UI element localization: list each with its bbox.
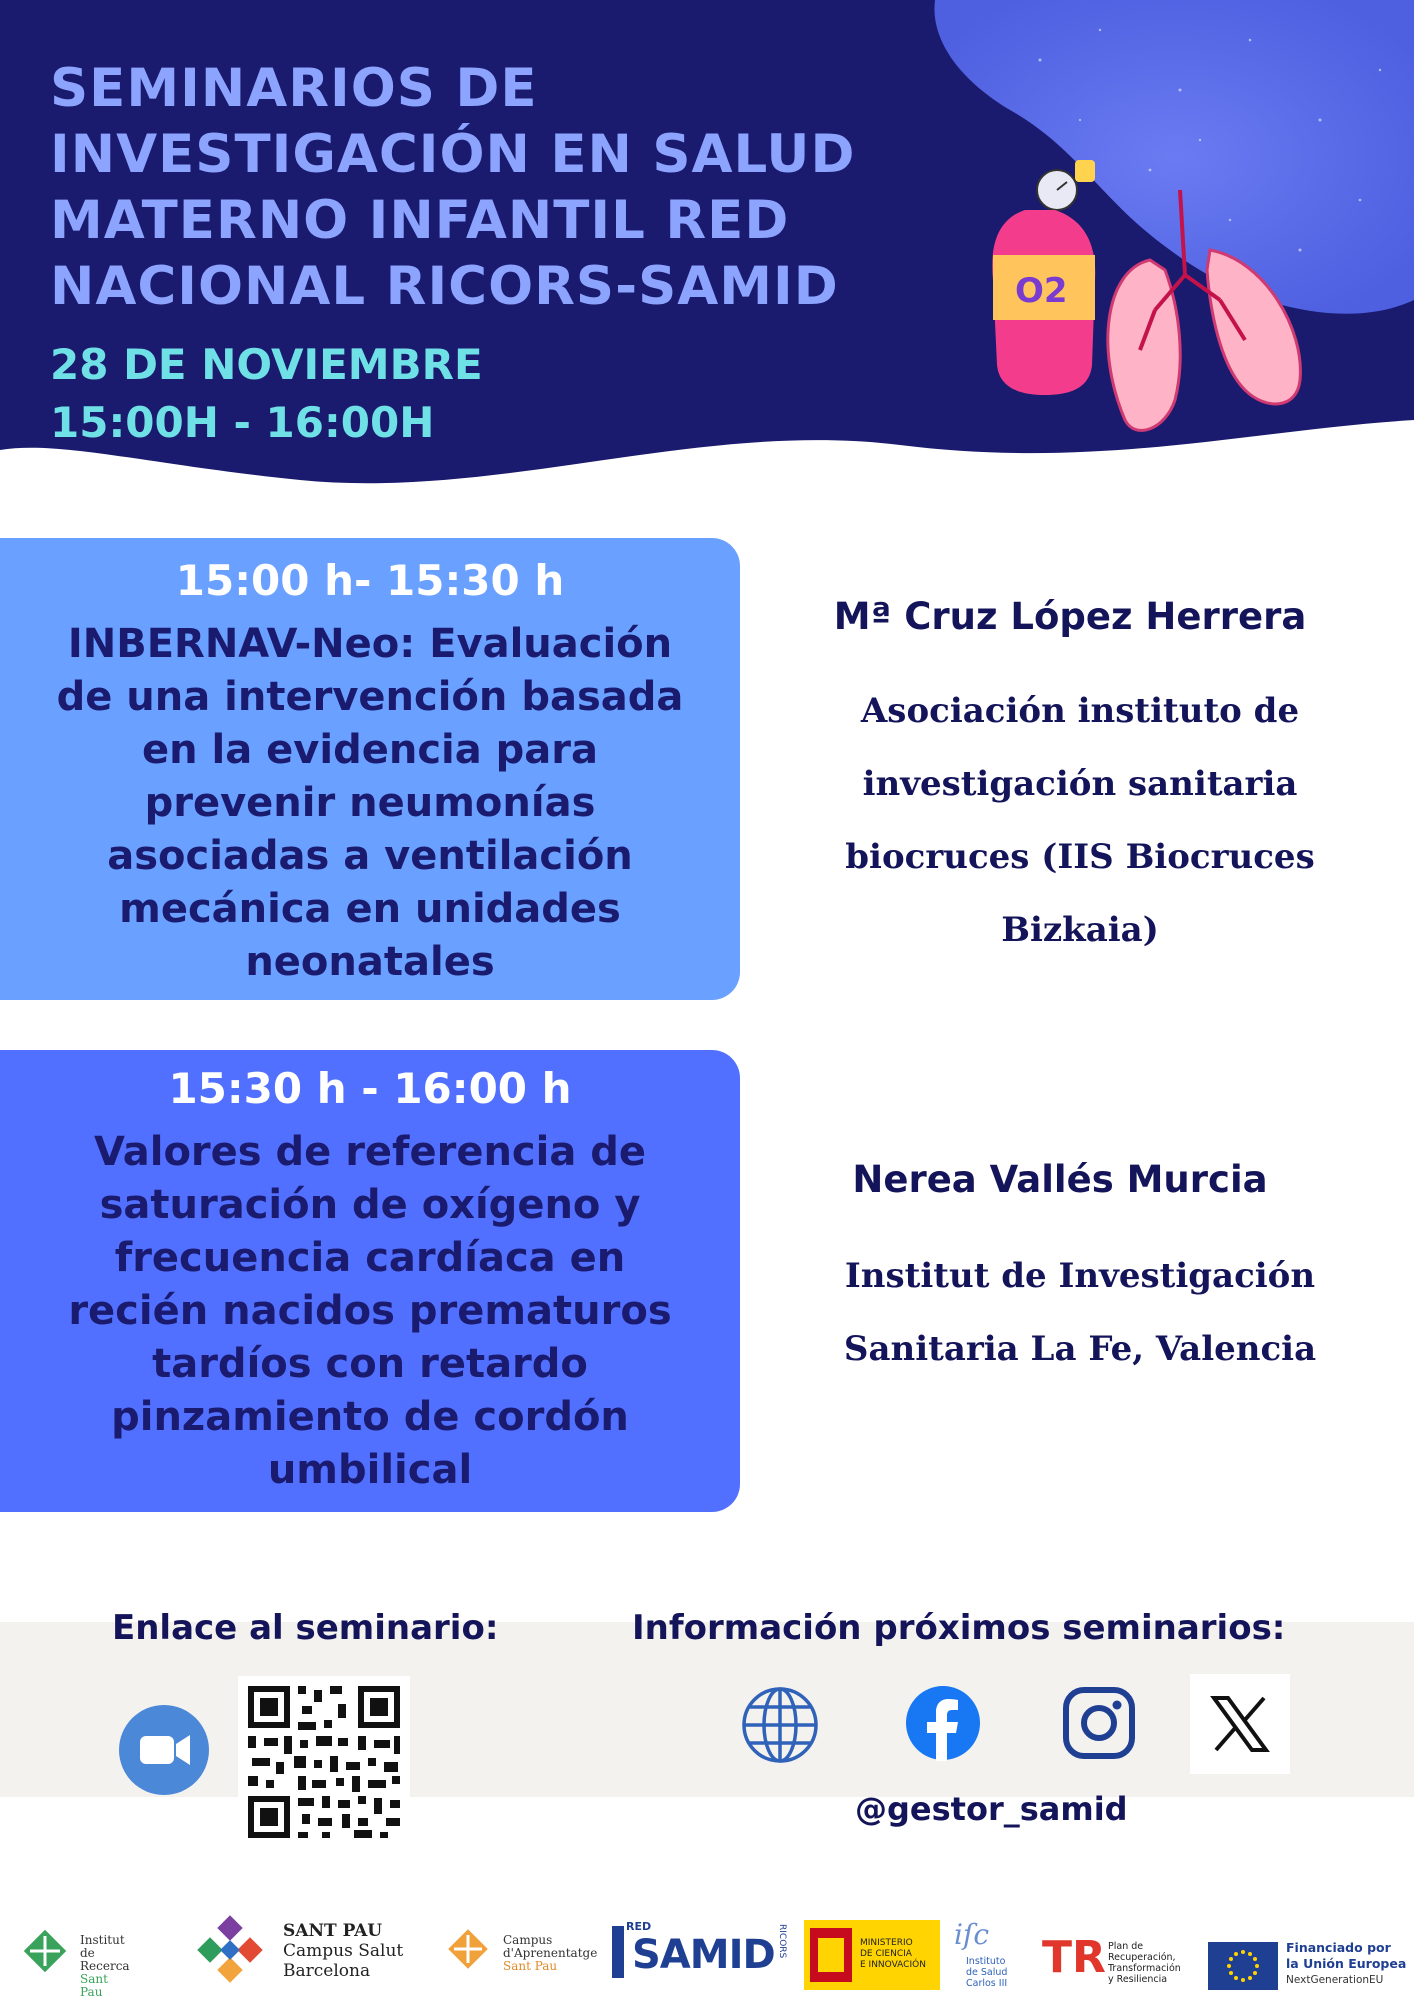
logo-text: Sant Pau (503, 1959, 558, 1973)
logo-text: Plan de (1108, 1941, 1144, 1952)
session-2-title-line: umbilical (267, 1447, 473, 1493)
logo-eu (1208, 1938, 1408, 1994)
logo-text: d'Aprenentatge (503, 1946, 598, 1960)
instagram-icon[interactable] (1062, 1686, 1136, 1760)
session-2-title-line: recién nacidos prematuros (68, 1288, 672, 1334)
social-handle[interactable]: @gestor_samid (855, 1790, 1128, 1828)
logo-text: NextGenerationEU (1286, 1974, 1384, 1986)
title-line-2: INVESTIGACIÓN EN SALUD (50, 124, 856, 185)
logo-text: de Salud (966, 1967, 1008, 1978)
logo-text: Barcelona (283, 1961, 371, 1981)
lungs-icon (1108, 190, 1301, 430)
session-2-title-line: tardíos con retardo (152, 1341, 588, 1387)
logo-plan-recuperacion (1042, 1932, 1192, 1995)
plan-mark: TR (1042, 1932, 1106, 1983)
x-icon[interactable] (1210, 1694, 1270, 1754)
title-line-1: SEMINARIOS DE (50, 58, 538, 119)
video-camera-icon[interactable] (118, 1704, 210, 1796)
session-2-affiliation (790, 1240, 1370, 1386)
facebook-icon[interactable] (905, 1685, 981, 1761)
session-1-title-line: neonatales (245, 939, 495, 985)
logo-text: MINISTERIO (860, 1938, 913, 1948)
session-1-title (10, 618, 730, 989)
affiliation-line: Bizkaia) (1001, 910, 1159, 950)
eu-flag-icon (1208, 1942, 1278, 1990)
session-2-title (10, 1126, 730, 1497)
logo-text: RICORS (777, 1924, 787, 1959)
next-seminars-heading: Información próximos seminarios: (632, 1608, 1286, 1648)
logo-text: la Unión Europea (1286, 1956, 1407, 1971)
session-2-title-line: pinzamiento de cordón (111, 1394, 629, 1440)
session-2-title-line: saturación de oxígeno y (99, 1182, 641, 1228)
session-1-speaker: Mª Cruz López Herrera (833, 595, 1307, 638)
diamond-cluster-icon (195, 1915, 265, 1985)
affiliation-line: Institut de Investigación (844, 1256, 1316, 1296)
logo-text: Recuperación, (1108, 1952, 1176, 1963)
session-1-affiliation (790, 675, 1370, 967)
title-line-3: MATERNO INFANTIL RED (50, 190, 790, 251)
isciii-mark: iſc (954, 1918, 989, 1951)
logo-text: Instituto (966, 1956, 1006, 1967)
logo-text: SANT PAU (283, 1921, 383, 1941)
session-1-title-line: mecánica en unidades (119, 886, 621, 932)
session-1-title-line: prevenir neumonías (144, 780, 596, 826)
logo-text: y Resiliencia (1108, 1974, 1168, 1985)
logo-text: Institut (80, 1933, 125, 1947)
session-1-time: 15:00 h- 15:30 h (175, 556, 565, 605)
session-2-time: 15:30 h - 16:00 h (168, 1064, 572, 1113)
event-time: 15:00H - 16:00H (50, 398, 435, 447)
oxygen-lungs-illustration (975, 150, 1315, 450)
logo-text: SAMID (632, 1932, 775, 1978)
samid-bar (612, 1926, 624, 1978)
logo-samid (612, 1918, 794, 1984)
logo-text: Carlos III (966, 1978, 1008, 1989)
seminar-link-heading: Enlace al seminario: (112, 1608, 499, 1648)
cross-diamond-icon (445, 1926, 491, 1972)
logo-text: Sant Pau (80, 1972, 108, 1999)
affiliation-line: investigación sanitaria (862, 764, 1298, 804)
session-1-title-line: INBERNAV-Neo: Evaluación (67, 621, 673, 667)
logo-text: RED (626, 1920, 652, 1933)
logo-isciii (950, 1918, 1020, 1996)
session-1-title-line: de una intervención basada (56, 674, 684, 720)
logo-ministerio (804, 1920, 940, 1990)
logo-text: de Recerca (80, 1946, 130, 1973)
logo-text: Campus Salut (283, 1941, 404, 1961)
event-date: 28 DE NOVIEMBRE (50, 340, 483, 389)
tank-label: O2 (1015, 271, 1068, 311)
session-2-title-line: frecuencia cardíaca en (114, 1235, 626, 1281)
logo-text: E INNOVACIÓN (860, 1960, 926, 1970)
session-1-title-line: asociadas a ventilación (107, 833, 633, 879)
affiliation-line: biocruces (IIS Biocruces (845, 837, 1315, 877)
logo-text: DE CIENCIA (860, 1949, 912, 1959)
spain-coat-of-arms-inner (818, 1938, 844, 1972)
logo-text: Transformación (1108, 1963, 1181, 1974)
qr-code[interactable] (238, 1676, 410, 1848)
affiliation-line: Sanitaria La Fe, Valencia (843, 1329, 1317, 1369)
title-line-4: NACIONAL RICORS-SAMID (50, 256, 839, 317)
session-2-speaker: Nerea Vallés Murcia (852, 1158, 1268, 1201)
session-2-title-line: Valores de referencia de (93, 1129, 647, 1175)
globe-icon[interactable] (740, 1685, 820, 1765)
logo-text: Financiado por (1286, 1940, 1391, 1955)
logo-text: Campus (503, 1933, 553, 1947)
oxygen-tank-icon (992, 160, 1095, 395)
cross-diamond-icon (20, 1926, 70, 1976)
affiliation-line: Asociación instituto de (860, 691, 1300, 731)
session-1-title-line: en la evidencia para (142, 727, 598, 773)
